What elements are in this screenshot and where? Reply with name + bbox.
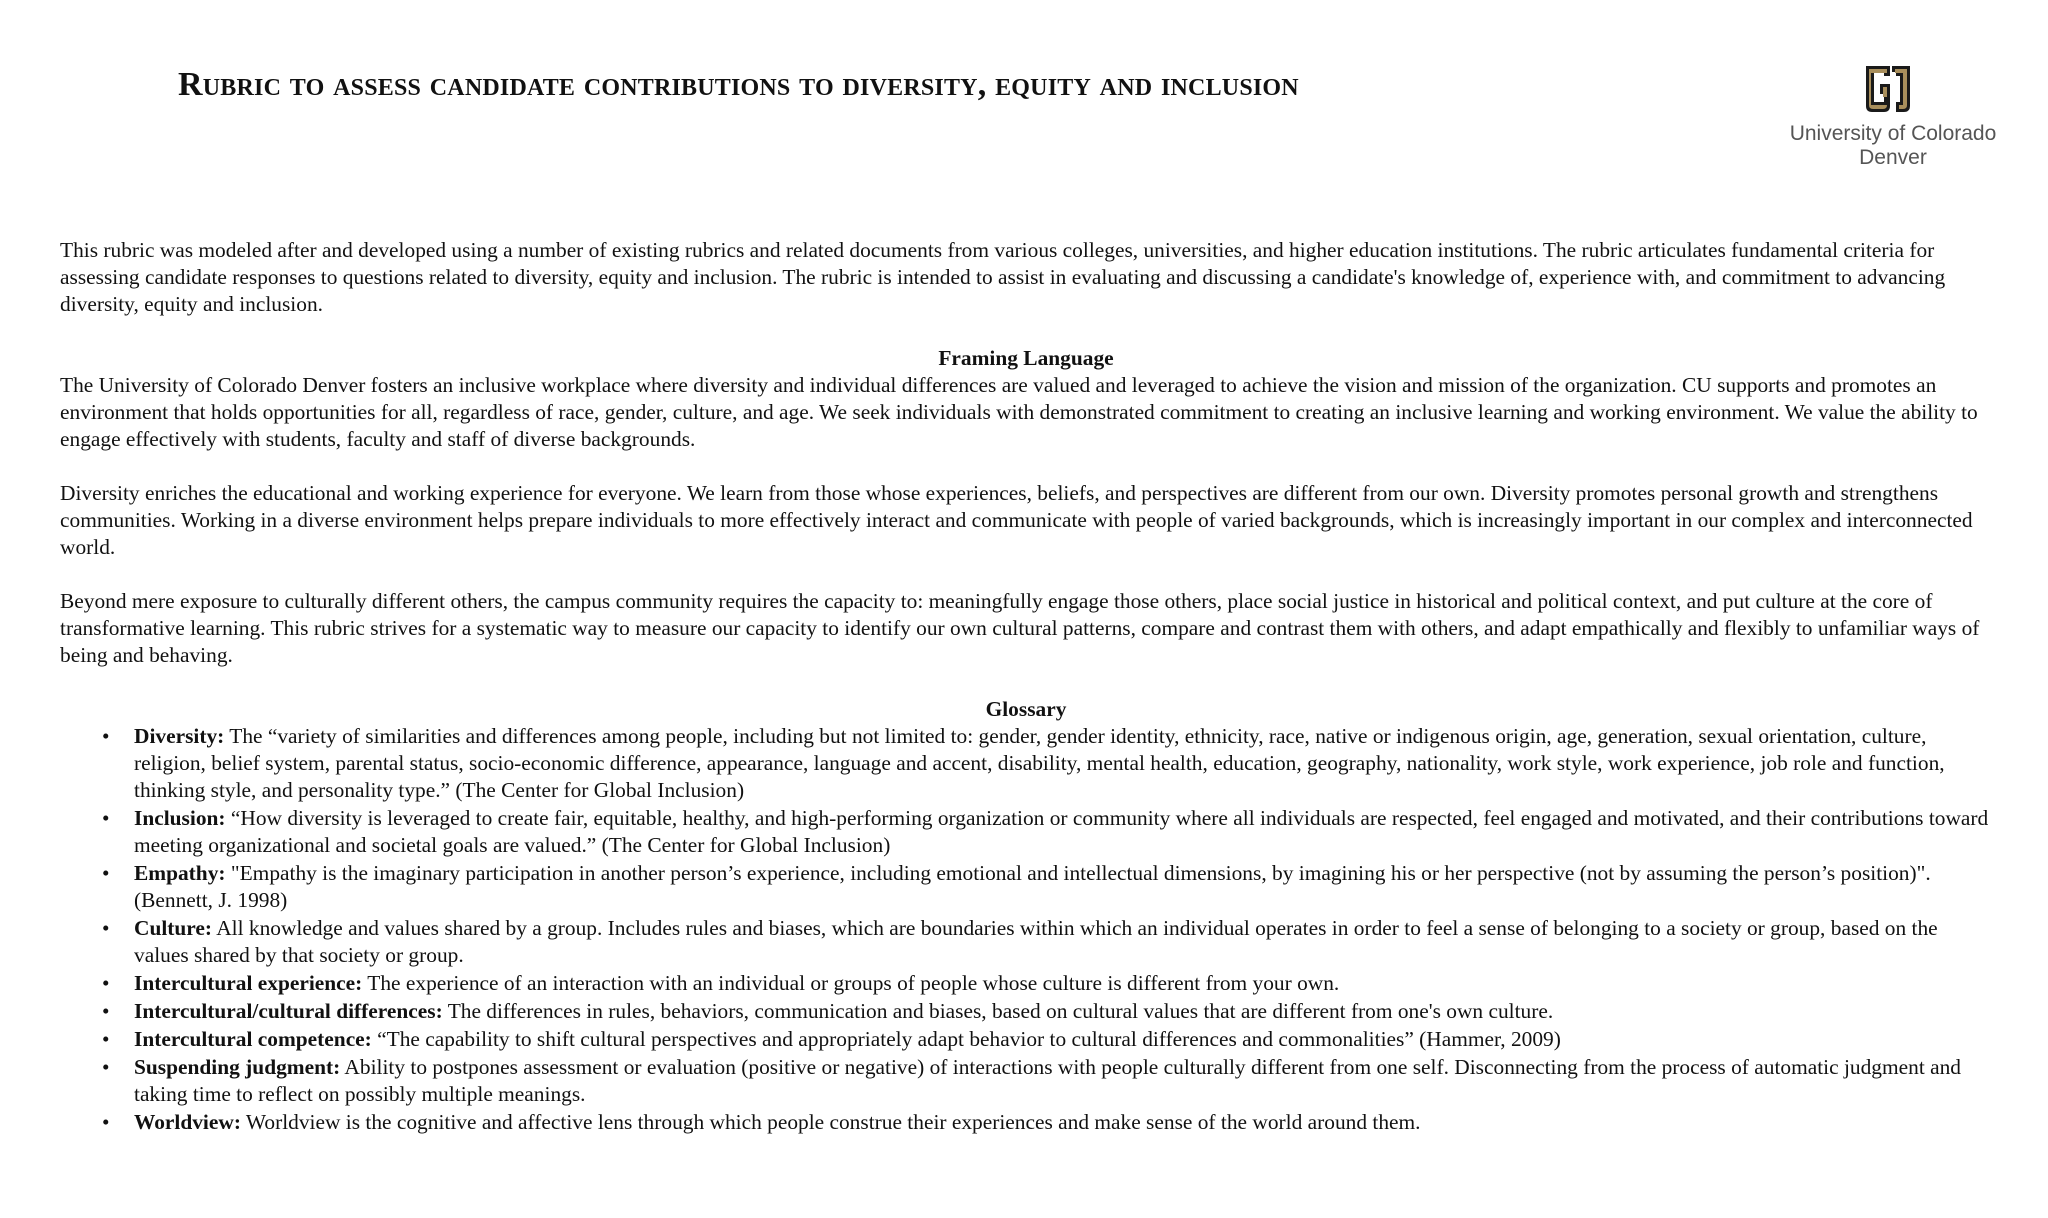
glossary-item: [60, 998, 1992, 1025]
glossary-item: [60, 1026, 1992, 1053]
glossary-definition: The differences in rules, behaviors, communication and biases, based on cultural values that are different from one's own culture.: [442, 999, 1554, 1023]
glossary-definition: The “variety of similarities and differences among people, including but not limited to: gender, gender identity, ethnicity, race, native or indigenous origin, age, generation, sexual orientation, culture, religion, belief system, parental status, socio-economic difference, appearance, language and accent, disability, mental health, education, geography, nationality, work style, work experience, job role and function, thinking style, and personality type.” (The Center for Global Inclusion): [134, 724, 1945, 802]
glossary-term: Intercultural/cultural differences:: [134, 999, 443, 1023]
framing-paragraph: The University of Colorado Denver fosters an inclusive workplace where diversity and individual differences are valued and leveraged to achieve the vision and mission of the organization. CU supports and promotes an environment that holds opportunities for all, regardless of race, gender, culture, and age. We seek individuals with demonstrated commitment to creating an inclusive learning and working environment. We value the ability to engage effectively with students, faculty and staff of diverse backgrounds.: [60, 373, 1978, 451]
glossary-term: Inclusion:: [134, 806, 226, 830]
glossary-term: Suspending judgment:: [134, 1055, 341, 1079]
bullet-icon: •: [102, 916, 110, 940]
glossary-term: Intercultural experience:: [134, 971, 363, 995]
bullet-icon: •: [102, 1055, 110, 1079]
glossary-item: [60, 860, 1992, 914]
glossary-definition: All knowledge and values shared by a group. Includes rules and biases, which are boundaries within which an individual operates in order to feel a sense of belonging to a society or group, based on the values shared by that society or group.: [134, 916, 1938, 967]
glossary-term: Culture:: [134, 916, 213, 940]
glossary-definition: The experience of an interaction with an individual or groups of people whose culture is different from your own.: [362, 971, 1340, 995]
framing-paragraph: Diversity enriches the educational and working experience for everyone. We learn from those whose experiences, beliefs, and perspectives are different from our own. Diversity promotes personal growth and strengthens communities. Working in a diverse environment helps prepare individuals to more effectively interact and communicate with people of varied backgrounds, which is increasingly important in our complex and interconnected world.: [60, 481, 1973, 559]
bullet-icon: •: [102, 806, 110, 830]
cu-logo-icon: [1860, 62, 1916, 116]
document-title: Rubric to assess candidate contributions to diversity, equity and inclusion: [178, 66, 1299, 103]
bullet-icon: •: [102, 999, 110, 1023]
bullet-icon: •: [102, 971, 110, 995]
bullet-icon: •: [102, 1110, 110, 1134]
bullet-icon: •: [102, 724, 110, 748]
glossary-heading: Glossary: [985, 697, 1067, 721]
glossary-item: [60, 805, 1992, 859]
document-body: [60, 237, 1992, 1137]
framing-heading: Framing Language: [938, 346, 1114, 370]
glossary-term: Intercultural competence:: [134, 1027, 372, 1051]
logo-text-university: University of Colorado: [1789, 122, 1997, 145]
glossary-definition: “How diversity is leveraged to create fair, equitable, healthy, and high-performing organization or community where all individuals are respected, feel engaged and motivated, and their contributions toward meeting organizational and societal goals are valued.” (The Center for Global Inclusion): [134, 806, 1989, 857]
bullet-icon: •: [102, 1027, 110, 1051]
bullet-icon: •: [102, 861, 110, 885]
glossary-definition: Worldview is the cognitive and affective lens through which people construe their experiences and make sense of the world around them.: [240, 1110, 1421, 1134]
glossary-item: [60, 970, 1992, 997]
glossary-term: Diversity:: [134, 724, 225, 748]
university-logo: [1788, 62, 1998, 172]
glossary-definition: “The capability to shift cultural perspectives and appropriately adapt behavior to cultural differences and commonalities” (Hammer, 2009): [371, 1027, 1561, 1051]
glossary-item: [60, 915, 1992, 969]
glossary-definition: "Empathy is the imaginary participation in another person’s experience, including emotional and intellectual dimensions, by imagining his or her perspective (not by assuming the person’s position)". (Bennett, J. 1998): [134, 861, 1931, 912]
glossary-item: [60, 1054, 1992, 1108]
glossary-item: [60, 1109, 1992, 1136]
framing-paragraph: Beyond mere exposure to culturally different others, the campus community requires the capacity to: meaningfully engage those others, place social justice in historical and political context, and put culture at the core of transformative learning. This rubric strives for a systematic way to measure our capacity to identify our own cultural patterns, compare and contrast them with others, and adapt empathically and flexibly to unfamiliar ways of being and behaving.: [60, 589, 1980, 667]
glossary-term: Empathy:: [134, 861, 226, 885]
glossary-list: [60, 723, 1992, 1136]
glossary-item: [60, 723, 1992, 804]
glossary-term: Worldview:: [134, 1110, 241, 1134]
glossary-definition: Ability to postpones assessment or evaluation (positive or negative) of interactions with people culturally different from one self. Disconnecting from the process of automatic judgment and taking time to reflect on possibly multiple meanings.: [134, 1055, 1961, 1106]
logo-text-campus: Denver: [1859, 146, 1927, 169]
intro-paragraph: This rubric was modeled after and developed using a number of existing rubrics and related documents from various colleges, universities, and higher education institutions. The rubric articulates fundamental criteria for assessing candidate responses to questions related to diversity, equity and inclusion. The rubric is intended to assist in evaluating and discussing a candidate's knowledge of, experience with, and commitment to advancing diversity, equity and inclusion.: [60, 238, 1946, 316]
